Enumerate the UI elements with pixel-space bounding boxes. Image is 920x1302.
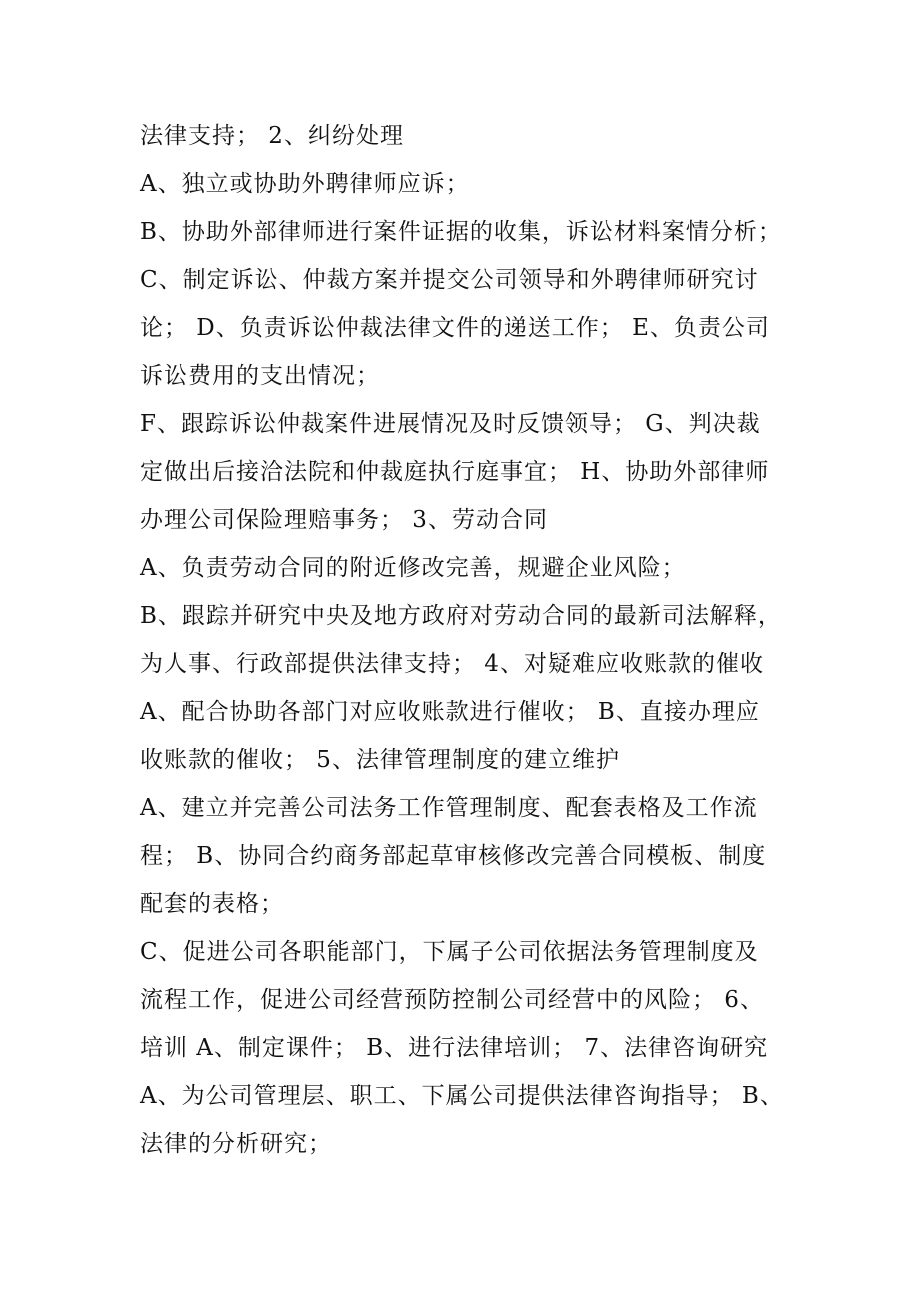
text-line: 收账款的催收； 5、法律管理制度的建立维护 (140, 747, 620, 773)
text-line: A、为公司管理层、职工、下属公司提供法律咨询指导； B、 (140, 1083, 784, 1109)
text-line: C、制定诉讼、仲裁方案并提交公司领导和外聘律师研究讨 (140, 267, 759, 293)
text-line: A、配合协助各部门对应收账款进行催收； B、直接办理应 (140, 699, 760, 725)
text-line: C、促进公司各职能部门，下属子公司依据法务管理制度及 (140, 939, 759, 965)
text-line: A、建立并完善公司法务工作管理制度、配套表格及工作流 (140, 795, 758, 821)
text-line: 配套的表格； (140, 891, 284, 917)
text-line: F、跟踪诉讼仲裁案件进展情况及时反馈领导； G、判决裁 (140, 411, 761, 437)
text-line: A、负责劳动合同的附近修改完善，规避企业风险； (140, 555, 686, 581)
text-line: 流程工作，促进公司经营预防控制公司经营中的风险； 6、 (140, 987, 764, 1013)
text-line: A、独立或协助外聘律师应诉； (140, 171, 470, 197)
text-line: 法律支持； 2、纠纷处理 (140, 123, 404, 149)
text-line: 培训 A、制定课件； B、进行法律培训； 7、法律咨询研究 (140, 1035, 769, 1061)
text-line: 办理公司保险理赔事务； 3、劳动合同 (140, 507, 548, 533)
text-line: 诉讼费用的支出情况； (140, 363, 380, 389)
document-body (140, 112, 790, 1168)
text-line: 法律的分析研究； (140, 1131, 332, 1157)
text-line: B、协助外部律师进行案件证据的收集，诉讼材料案情分析； (140, 219, 782, 245)
text-line: B、跟踪并研究中央及地方政府对劳动合同的最新司法解释， (140, 603, 782, 629)
text-line: 定做出后接洽法院和仲裁庭执行庭事宜； H、协助外部律师 (140, 459, 770, 485)
text-line: 程； B、协同合约商务部起草审核修改完善合同模板、制度 (140, 843, 767, 869)
text-line: 为人事、行政部提供法律支持； 4、对疑难应收账款的催收 (140, 651, 764, 677)
text-line: 论； D、负责诉讼仲裁法律文件的递送工作； E、负责公司 (140, 315, 770, 341)
